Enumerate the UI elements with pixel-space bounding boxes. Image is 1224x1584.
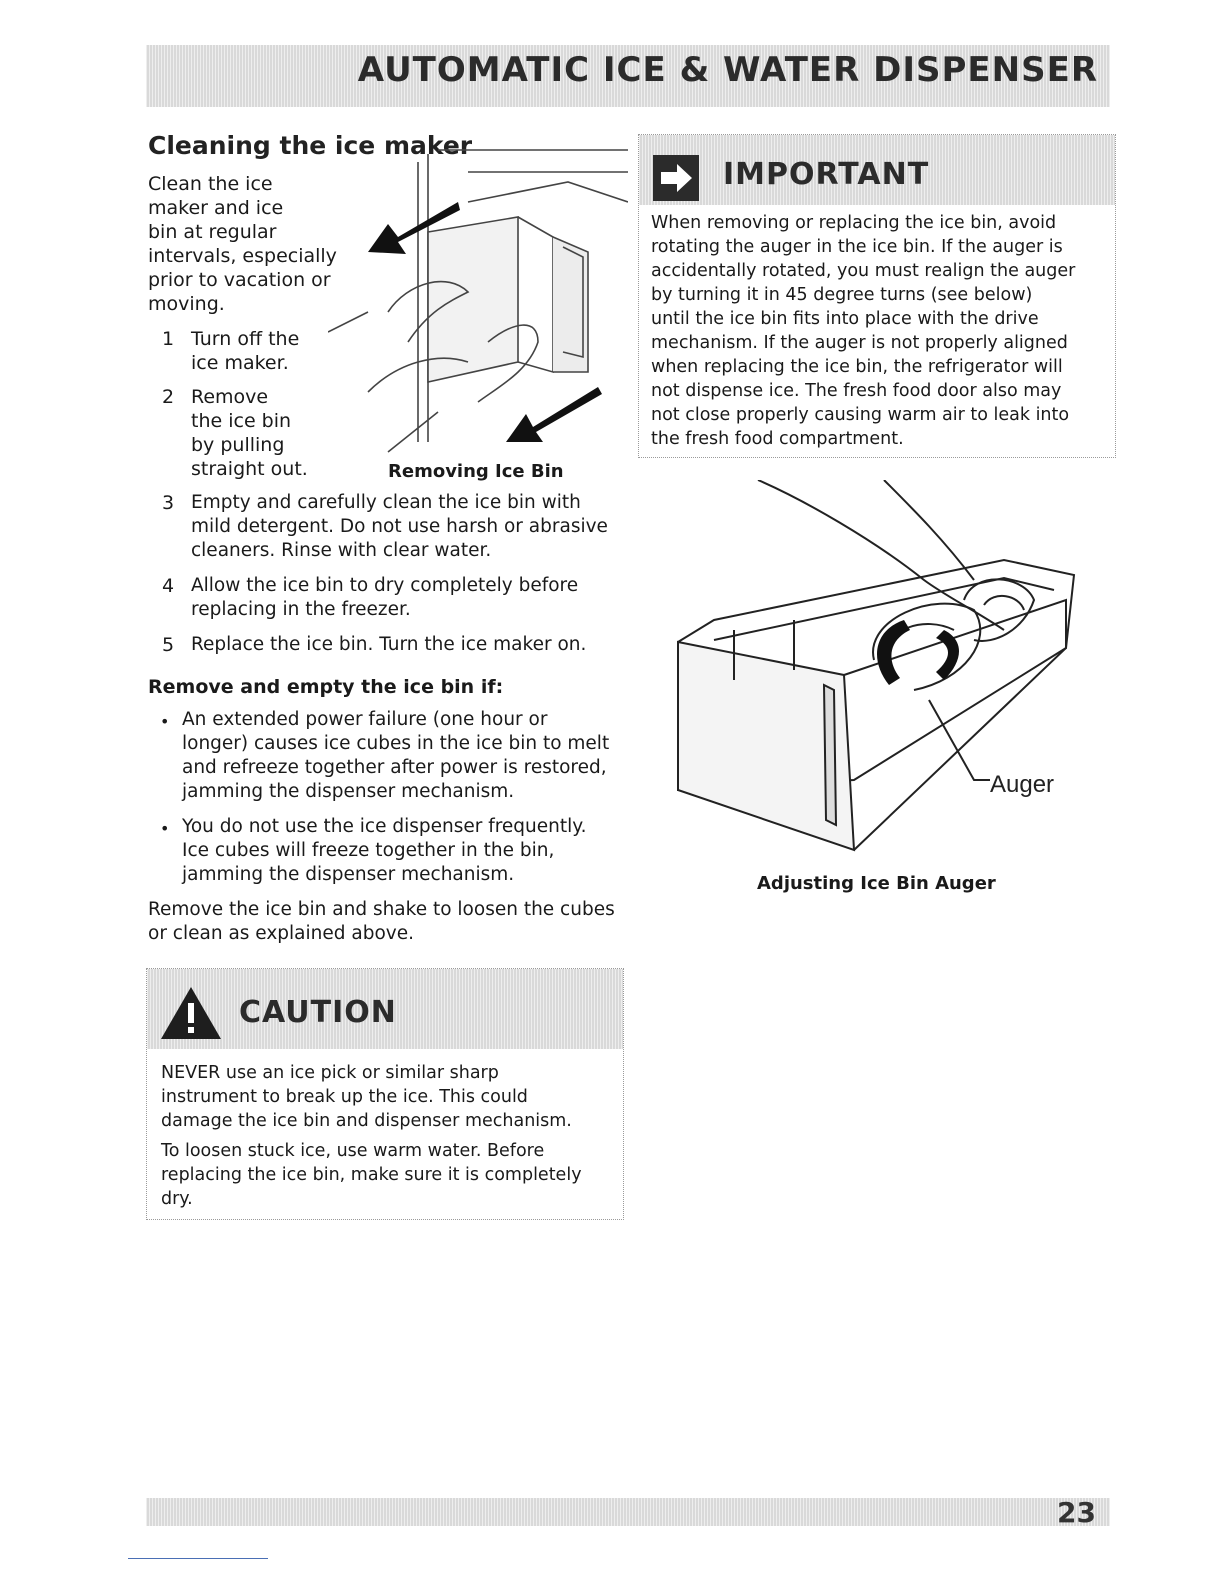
caution-notice [146,968,624,1220]
step-line: ice maker. [191,352,289,374]
step-1-text [191,327,299,375]
caution-paragraph [161,1061,613,1133]
step-line: mild detergent. Do not use harsh or abrasive [191,516,608,537]
bullet-line: Ice cubes will freeze together in the bin, [182,840,555,861]
step-3-text [191,491,608,563]
step-number: 3 [162,492,175,514]
step-line: by pulling [191,434,285,456]
bullet-dot: • [160,819,170,838]
intro-line: intervals, especially [148,245,337,267]
bullet-item [182,815,586,887]
important-line: by turning it in 45 degree turns (see below) [651,285,1033,305]
important-line: mechanism. If the auger is not properly aligned [651,333,1068,353]
header-band [146,45,1110,107]
subheading-remove-empty: Remove and empty the ice bin if: [148,676,504,698]
important-line: When removing or replacing the ice bin, avoid [651,213,1057,233]
auger-label: Auger [990,771,1055,798]
step-line: Replace the ice bin. Turn the ice maker on. [191,634,587,655]
important-line: accidentally rotated, you must realign the auger [651,261,1076,281]
intro-line: prior to vacation or [148,269,331,291]
closing-line: or clean as explained above. [148,923,415,944]
bullet-line: You do not use the ice dispenser frequently. [182,816,587,837]
intro-text [148,172,348,316]
step-line: Empty and carefully clean the ice bin with [191,492,581,513]
step-number: 2 [162,386,175,408]
important-line: until the ice bin fits into place with the drive [651,309,1039,329]
bullet-line: jamming the dispenser mechanism. [182,781,515,802]
important-title: IMPORTANT [723,157,930,192]
bottom-rule [128,1558,268,1559]
bullet-line: jamming the dispenser mechanism. [182,864,515,885]
caution-title: CAUTION [239,995,397,1030]
step-number: 4 [162,575,175,597]
removing-ice-bin-illustration [328,142,628,462]
step-4-text [191,574,578,622]
caution-line: To loosen stuck ice, use warm water. Before [161,1141,545,1161]
ice-bin-auger-illustration [674,480,1084,852]
arrow-right-icon [653,155,699,201]
footer-band [146,1496,1110,1529]
step-2-text [191,385,308,481]
step-line: Turn off the [191,328,300,350]
important-line: rotating the auger in the ice bin. If the auger is [651,237,1063,257]
step-line: Allow the ice bin to dry completely before [191,575,579,596]
step-number: 1 [162,328,175,350]
intro-line: bin at regular [148,221,277,243]
bullet-line: and refreeze together after power is restored, [182,757,607,778]
step-number: 5 [162,634,175,656]
warning-triangle-icon [159,985,223,1041]
page-title: AUTOMATIC ICE & WATER DISPENSER [357,50,1098,90]
bullet-line: longer) causes ice cubes in the ice bin to melt [182,733,610,754]
important-line: the fresh food compartment. [651,429,904,449]
section-title-cleaning: Cleaning the ice maker [148,131,473,160]
bullet-dot: • [160,712,170,731]
important-body [651,211,1103,451]
closing-paragraph [148,898,615,946]
step-line: straight out. [191,458,308,480]
step-line: Remove [191,386,269,408]
figure-caption-removing-ice-bin: Removing Ice Bin [388,461,564,482]
figure-caption-adjusting-auger: Adjusting Ice Bin Auger [757,873,996,894]
bullet-line: An extended power failure (one hour or [182,709,548,730]
important-line: not close properly causing warm air to leak into [651,405,1070,425]
important-line: when replacing the ice bin, the refrigerator will [651,357,1063,377]
important-notice [638,134,1116,458]
step-line: cleaners. Rinse with clear water. [191,540,492,561]
bullet-item [182,708,609,804]
caution-header-band [147,969,623,1049]
step-line: the ice bin [191,410,292,432]
caution-line: dry. [161,1189,193,1209]
caution-line: replacing the ice bin, make sure it is completely [161,1165,582,1185]
important-line: not dispense ice. The fresh food door also may [651,381,1062,401]
intro-line: Clean the ice [148,173,273,195]
caution-line: damage the ice bin and dispenser mechanism. [161,1111,572,1131]
closing-line: Remove the ice bin and shake to loosen the cubes [148,899,615,920]
step-5-text [191,633,586,657]
caution-paragraph [161,1139,613,1211]
step-line: replacing in the freezer. [191,599,411,620]
intro-line: maker and ice [148,197,284,219]
intro-line: moving. [148,293,225,315]
important-header-band [639,135,1115,205]
page-number: 23 [1057,1496,1096,1529]
caution-line: NEVER use an ice pick or similar sharp [161,1063,499,1083]
caution-line: instrument to break up the ice. This could [161,1087,528,1107]
